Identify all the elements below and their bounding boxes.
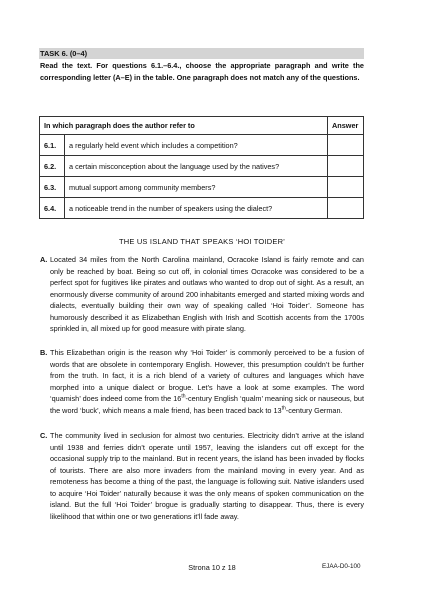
- paragraph-text: Located 34 miles from the North Carolina mainland, Ocracoke Island is fairly remote and can only be reached by boat. Being so cut off, in colonial times Ocracoke was considered to be a perfect spot for fugitives like pirates and outlaws who wanted to drop out of sight. As a result, an enormously diverse community of around 200 inhabitants emerged and started mixing words and dialects, eventually building their own way of speaking called ‘Hoi Toider’. Someone has humorously described it as Elizabethan English with Irish and Scottish accents from the 1700s sprinkled in, all mixed up for good measure with pirate slang.: [50, 255, 364, 333]
- paragraph-letter: A.: [40, 255, 48, 264]
- answer-table-header: [40, 117, 364, 135]
- question-number: 6.3.: [40, 177, 65, 198]
- answer-cell[interactable]: [328, 177, 364, 198]
- paragraph-c: [40, 430, 364, 522]
- question-text: a certain misconception about the language used by the natives?: [65, 156, 328, 177]
- answer-table: [39, 116, 364, 219]
- page-number: Strona 10 z 18: [188, 563, 236, 572]
- article-title: THE US ISLAND THAT SPEAKS ‘HOI TOIDER’: [118, 237, 286, 246]
- ordinal-superscript: th: [181, 393, 186, 400]
- answer-cell[interactable]: [328, 198, 364, 219]
- table-row: [40, 135, 364, 156]
- paragraph-text-part: -century English ‘qualm’ meaning sick or nauseous, but the word ‘buck’, which means a male friend, has been traced back to 13: [50, 394, 364, 415]
- question-text: a regularly held event which includes a competition?: [65, 135, 328, 156]
- document-code: EJAA-D0-100: [322, 563, 361, 570]
- question-text: a noticeable trend in the number of speakers using the dialect?: [65, 198, 328, 219]
- table-row: [40, 198, 364, 219]
- question-number: 6.4.: [40, 198, 65, 219]
- paragraph-letter: B.: [40, 348, 48, 357]
- question-text: mutual support among community members?: [65, 177, 328, 198]
- paragraph-text-part: This Elizabethan origin is the reason why ‘Hoi Toider’ is commonly perceived to be a fusion of words that are obsolete in contemporary English. However, this presumption couldn’t be further from the truth. In fact, it is a rich blend of a variety of cultures and languages which have morphed into a unique dialect or brogue. Let’s have a look at some examples. The word ‘quamish’ does indeed come from the 16: [50, 348, 364, 403]
- ordinal-superscript: th: [281, 405, 286, 412]
- paragraph-b: [40, 347, 364, 416]
- answer-header: Answer: [328, 117, 364, 135]
- paragraph-text: [50, 347, 364, 416]
- task-instruction: Read the text. For questions 6.1.–6.4., choose the appropriate paragraph and write the corresponding letter (A–E) in the table. One paragraph does not match any of the questions.: [40, 61, 364, 82]
- paragraph-text-part: -century German.: [285, 405, 343, 415]
- paragraph-a: [40, 254, 364, 335]
- table-row: [40, 177, 364, 198]
- question-number: 6.1.: [40, 135, 65, 156]
- table-row: [40, 156, 364, 177]
- task-heading: TASK 6. (0–4): [39, 48, 364, 59]
- question-header: In which paragraph does the author refer to: [40, 117, 328, 135]
- paragraph-text: The community lived in seclusion for almost two centuries. Electricity didn’t arrive at the island until 1938 and ferries didn’t operate until 1957, leaving the islanders cut off except for the occasional supply trip to the mainland. But in recent years, the island has been invaded by flocks of tourists. There are also more invaders from the mainland moving in every year. And as remoteness has become a thing of the past, the language is following suit. Native islanders used to acquire ‘Hoi Toider’ naturally because it was the only means of spoken communication on the island. But the full ‘Hoi Toider’ brogue is gradually starting to disappear. Thus, there is every likelihood that within one or two generations it’ll fade away.: [50, 431, 364, 521]
- question-number: 6.2.: [40, 156, 65, 177]
- paragraph-letter: C.: [40, 431, 48, 440]
- answer-cell[interactable]: [328, 135, 364, 156]
- answer-cell[interactable]: [328, 156, 364, 177]
